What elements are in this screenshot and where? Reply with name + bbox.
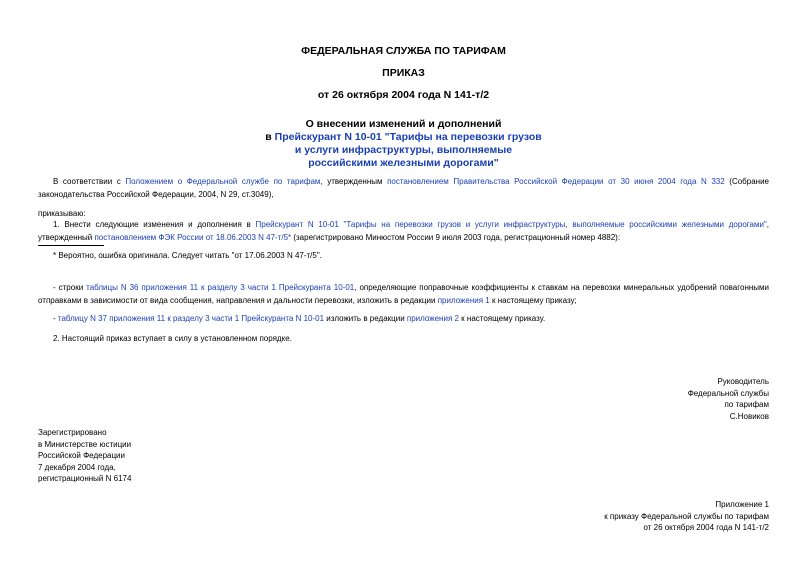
table-37-link[interactable]: таблицу N 37 приложения 11 к разделу 3 части 1 Прейскуранта N 10-01 <box>57 314 325 323</box>
signature-line-3: по тарифам <box>724 400 769 409</box>
title-line-1: О внесении изменений и дополнений <box>305 118 502 130</box>
government-resolution-link[interactable]: постановлением Правительства Российской Федерации от 30 июня 2004 года N 332 <box>387 177 725 186</box>
registration-line-3: Российской Федерации <box>38 451 125 460</box>
item-1-paragraph <box>38 219 769 244</box>
signature-line-1: Руководитель <box>717 377 769 386</box>
preamble-text-2: , утвержденным <box>320 177 388 186</box>
item-1-text-3: (зарегистрировано Минюстом России 9 июля 2003 года, регистрационный номер 4882): <box>291 232 621 242</box>
appendix-header <box>604 499 769 534</box>
price-list-title-link-3[interactable]: российскими железными дорогами" <box>308 157 499 169</box>
item-1-text-2: , утвержденный <box>38 220 769 242</box>
registration-line-4: 7 декабря 2004 года, <box>38 462 116 472</box>
title-line-4 <box>0 157 807 170</box>
preamble-text-1: В соответствии с <box>53 177 126 186</box>
signature-block <box>688 376 769 422</box>
bullet-1-text-1: - строки <box>53 283 87 292</box>
price-list-link[interactable]: Прейскурант N 10-01 "Тарифы на перевозки грузов и услуги инфраструктуры, выполняемые российскими железными дорогами" <box>255 220 767 229</box>
bullet-1-text-2: , определяющие поправочные коэффициенты к ставкам на перевозки минеральных удобрений повагонными отправками в зависимости от вида сообщения, направления и дальности перевозки, изложить в редакции <box>38 283 770 305</box>
appendix-1-link[interactable]: приложения 1 <box>437 295 490 305</box>
title-prefix: в <box>265 131 275 143</box>
appendix-line-1: Приложение 1 <box>715 500 769 509</box>
title-line-3 <box>0 144 807 157</box>
appendix-2-link[interactable]: приложения 2 <box>406 314 459 323</box>
appendix-line-2: к приказу Федеральной службы по тарифам <box>604 511 769 521</box>
registration-line-5: регистрационный N 6174 <box>38 474 132 483</box>
bullet-1-paragraph <box>38 282 769 307</box>
fek-resolution-link[interactable]: постановлением ФЭК России от 18.06.2003 N 47-т/5* <box>94 232 292 242</box>
footnote: * Вероятно, ошибка оригинала. Следует читать "от 17.06.2003 N 47-т/5". <box>53 251 322 260</box>
preamble-text-3: (Собрание законодательства Российской Федерации, 2004, N 29, ст.3049), <box>38 177 769 199</box>
bullet-2-text-1: - <box>53 314 58 323</box>
document-title <box>0 118 807 170</box>
agency-name: ФЕДЕРАЛЬНАЯ СЛУЖБА ПО ТАРИФАМ <box>301 45 506 57</box>
price-list-title-link-2[interactable]: и услуги инфраструктуры, выполняемые <box>294 144 513 156</box>
registration-line-2: в Министерстве юстиции <box>38 439 132 449</box>
registration-line-1: Зарегистрировано <box>38 428 107 437</box>
title-line-2 <box>0 131 807 144</box>
bullet-2-text-3: к настоящему приказу. <box>458 314 546 323</box>
signature-line-2: Федеральной службы <box>687 388 769 398</box>
bullet-1-text-3: к настоящему приказу; <box>489 295 577 305</box>
price-list-title-link[interactable]: Прейскурант N 10-01 "Тарифы на перевозки грузов <box>274 131 542 143</box>
table-36-link[interactable]: таблицы N 36 приложения 11 к разделу 3 части 1 Прейскуранта 10-01 <box>86 283 355 292</box>
orders-paragraph: приказываю: <box>38 209 86 218</box>
item-2-paragraph: 2. Настоящий приказ вступает в силу в установленном порядке. <box>53 334 292 343</box>
bullet-2-text-2: изложить в редакции <box>324 314 407 323</box>
item-1-text-1: 1. Внести следующие изменения и дополнения в <box>53 220 256 229</box>
appendix-line-3: от 26 октября 2004 года N 141-т/2 <box>643 523 769 532</box>
preamble-paragraph <box>38 176 769 201</box>
document-type: ПРИКАЗ <box>382 67 425 79</box>
bullet-2-paragraph <box>38 313 769 326</box>
footnote-divider <box>38 245 104 246</box>
fst-regulation-link[interactable]: Положением о Федеральной службе по тарифам <box>125 177 321 186</box>
registration-block <box>38 427 131 485</box>
document-date-number: от 26 октября 2004 года N 141-т/2 <box>317 89 490 101</box>
signature-line-4: С.Новиков <box>729 411 769 421</box>
